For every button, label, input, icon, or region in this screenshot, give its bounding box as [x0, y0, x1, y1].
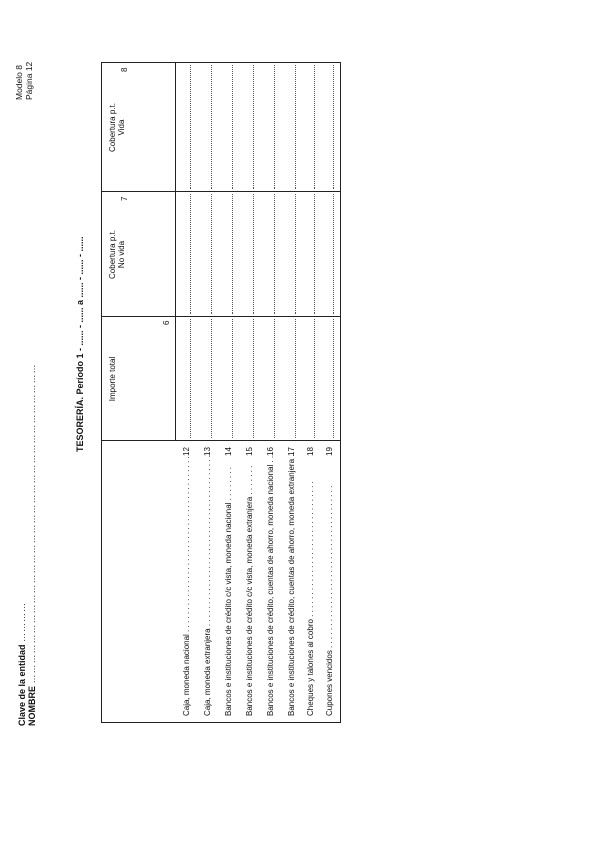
- input-importe[interactable]: [232, 319, 233, 438]
- table-row: [240, 63, 261, 722]
- col-header-vida: [108, 63, 126, 192]
- input-vida[interactable]: [274, 65, 275, 189]
- table-row: [219, 63, 240, 722]
- col7-number: 7: [120, 196, 129, 201]
- col7-label-1: Cobertura p.t.: [108, 230, 117, 279]
- nombre-label: NOMBRE: [27, 686, 37, 726]
- col8-label-2: Vida: [117, 119, 126, 136]
- input-no-vida[interactable]: [314, 194, 315, 314]
- row-label: Caja, moneda nacional . . . . . . . . . . . . . . . . . . . . . . . . . . . . . . . . . . . . . . . .: [182, 456, 191, 716]
- table-row: [301, 63, 322, 722]
- row-label: Cupones vencidos . . . . . . . . . . . . . . . . . . . . . . . . . . . . . . . . . . . . .: [325, 485, 334, 716]
- row-label: Bancos e instituciones de crédito c/c vista, moneda extranjera . . . . . . .: [245, 465, 254, 716]
- clave-dots: …………: [17, 601, 27, 642]
- input-importe[interactable]: [295, 319, 296, 438]
- row-number: 19: [325, 447, 334, 456]
- col8-number: 8: [120, 67, 129, 72]
- input-importe[interactable]: [333, 319, 334, 438]
- table-row: [320, 63, 341, 722]
- col8-label-1: Cobertura p.t.: [108, 103, 117, 152]
- input-vida[interactable]: [333, 65, 334, 189]
- table-row: [198, 63, 219, 722]
- row-label: Bancos e instituciones de crédito, cuentas de ahorro, moneda nacional . .: [266, 455, 275, 716]
- input-no-vida[interactable]: [211, 194, 212, 314]
- col7-label-2: No vida: [117, 240, 126, 269]
- table-title: TESORERÍA. Período 1 - ...... - ...... a ...... - ...... - ......: [75, 236, 85, 452]
- row-number: 18: [306, 447, 315, 456]
- clave-label: Clave de la entidad: [17, 644, 27, 726]
- input-importe[interactable]: [314, 319, 315, 438]
- input-vida[interactable]: [190, 65, 191, 189]
- row-number: 12: [182, 447, 191, 456]
- row-label: Cheques y talones al cobro . . . . . . . . . . . . . . . . . . . . . . . . . . . . . . .: [306, 481, 315, 716]
- input-vida[interactable]: [295, 65, 296, 189]
- nombre-dots: ……………………………………………………………………………………: [27, 363, 37, 684]
- row-label: Bancos e instituciones de crédito c/c vista, moneda nacional . . . . . . . .: [224, 466, 233, 716]
- row-number: 15: [245, 447, 254, 456]
- treasury-table: [101, 62, 341, 723]
- input-importe[interactable]: [253, 319, 254, 438]
- input-vida[interactable]: [211, 65, 212, 189]
- input-importe[interactable]: [274, 319, 275, 438]
- input-vida[interactable]: [232, 65, 233, 189]
- table-row: [282, 63, 303, 722]
- row-number: 16: [266, 447, 275, 456]
- input-no-vida[interactable]: [274, 194, 275, 314]
- input-no-vida[interactable]: [232, 194, 233, 314]
- nombre-line: [27, 363, 37, 726]
- row-label: Bancos e instituciones de crédito, cuentas de ahorro, moneda extranjera .: [287, 454, 296, 716]
- input-no-vida[interactable]: [333, 194, 334, 314]
- col-header-importe: [108, 317, 117, 441]
- input-no-vida[interactable]: [295, 194, 296, 314]
- clave-line: [17, 363, 27, 726]
- input-importe[interactable]: [211, 319, 212, 438]
- table-row: [261, 63, 282, 722]
- input-importe[interactable]: [190, 319, 191, 438]
- col-header-no-vida: [108, 192, 126, 317]
- header-rule: [175, 63, 176, 441]
- input-vida[interactable]: [253, 65, 254, 189]
- input-no-vida[interactable]: [253, 194, 254, 314]
- row-label: Caja, moneda extranjera . . . . . . . . . . . . . . . . . . . . . . . . . . . . . . . . . . . . . . .: [203, 455, 212, 716]
- col6-label: Importe total: [108, 356, 117, 402]
- pagina-label: Página 12: [24, 61, 34, 100]
- row-number: 14: [224, 447, 233, 456]
- input-no-vida[interactable]: [190, 194, 191, 314]
- model-header: [14, 62, 34, 100]
- modelo-label: Modelo 8: [14, 65, 24, 100]
- row-number: 13: [203, 447, 212, 456]
- row-number: 17: [287, 447, 296, 456]
- entity-header: [17, 363, 37, 726]
- col6-number: 6: [162, 320, 171, 325]
- table-row: [177, 63, 198, 722]
- input-vida[interactable]: [314, 65, 315, 189]
